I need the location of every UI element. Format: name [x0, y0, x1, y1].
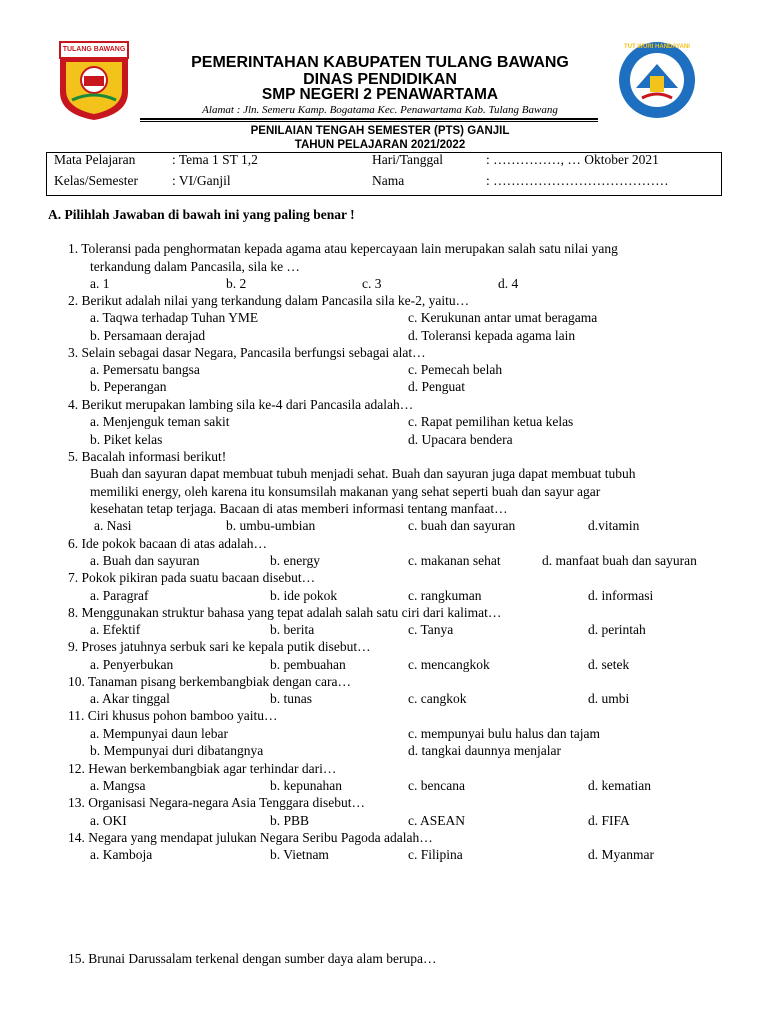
question-11: 11. Ciri khusus pohon bamboo yaitu…: [68, 708, 278, 723]
option: a. Taqwa terhadap Tuhan YME: [90, 310, 259, 325]
option: c. mempunyai bulu halus dan tajam: [408, 726, 600, 741]
class-value: : VI/Ganjil: [172, 173, 231, 188]
question-9: 9. Proses jatuhnya serbuk sari ke kepala putik disebut…: [68, 639, 371, 654]
option: d. FIFA: [588, 813, 630, 828]
question-1: 1. Toleransi pada penghormatan kepada agama atau kepercayaan lain merupakan salah satu nilai yang: [68, 241, 618, 256]
question-14: 14. Negara yang mendapat julukan Negara Seribu Pagoda adalah…: [68, 830, 433, 845]
logo-left-text: TULANG BAWANG: [62, 46, 126, 53]
option: d. informasi: [588, 588, 654, 603]
class-label: Kelas/Semester: [54, 173, 138, 188]
option: a. Efektif: [90, 622, 141, 637]
question-6: 6. Ide pokok bacaan di atas adalah…: [68, 536, 268, 551]
exam-title: PENILAIAN TENGAH SEMESTER (PTS) GANJIL: [250, 125, 510, 137]
option: b. PBB: [270, 813, 310, 828]
reading-passage-line: memiliki energy, oleh karena itu konsumsilah makanan yang sehat seperti buah dan sayur agar: [90, 484, 601, 499]
option: a. Mangsa: [90, 778, 146, 793]
school-address: Alamat : Jln. Semeru Kamp. Bogatama Kec. Penawartama Kab. Tulang Bawang: [202, 104, 558, 116]
option: b. umbu-umbian: [226, 518, 316, 533]
option: d. 4: [498, 276, 519, 291]
option: c. Pemecah belah: [408, 362, 503, 377]
option: c. 3: [362, 276, 382, 291]
reading-passage-line: kesehatan tetap terjaga. Bacaan di atas memberi informasi tentang manfaat…: [90, 501, 508, 516]
header-line-3: SMP NEGERI 2 PENAWARTAMA: [261, 86, 499, 103]
option: a. OKI: [90, 813, 127, 828]
option: a. Paragraf: [90, 588, 149, 603]
question-15: 15. Brunai Darussalam terkenal dengan sumber daya alam berupa…: [68, 951, 437, 966]
question-2: 2. Berikut adalah nilai yang terkandung dalam Pancasila sila ke-2, yaitu…: [68, 293, 470, 308]
option: a. Nasi: [94, 518, 132, 533]
option: d. umbi: [588, 691, 630, 706]
option: c. makanan sehat: [408, 553, 501, 568]
date-value: : ……………, … Oktober 2021: [486, 152, 659, 167]
option: b. pembuahan: [270, 657, 346, 672]
question-7: 7. Pokok pikiran pada suatu bacaan disebut…: [68, 570, 316, 585]
question-10: 10. Tanaman pisang berkembangbiak dengan cara…: [68, 674, 351, 689]
option: b. Persamaan derajad: [90, 328, 206, 343]
option: b. kepunahan: [270, 778, 342, 793]
name-label: Nama: [372, 173, 405, 188]
question-13: 13. Organisasi Negara-negara Asia Tenggara disebut…: [68, 795, 365, 810]
option: d. Upacara bendera: [408, 432, 513, 447]
option: a. Pemersatu bangsa: [90, 362, 200, 377]
tulang-bawang-logo: [58, 40, 130, 122]
option: d. Penguat: [408, 379, 465, 394]
option: d.vitamin: [588, 518, 640, 533]
option: d. Myanmar: [588, 847, 654, 862]
option: a. Buah dan sayuran: [90, 553, 200, 568]
question-5: 5. Bacalah informasi berikut!: [68, 449, 227, 464]
option: b. 2: [226, 276, 247, 291]
option: d. kematian: [588, 778, 651, 793]
option: a. Mempunyai daun lebar: [90, 726, 228, 741]
tut-wuri-handayani-logo: [614, 40, 700, 120]
option: c. buah dan sayuran: [408, 518, 516, 533]
option: d. perintah: [588, 622, 646, 637]
option: a. 1: [90, 276, 110, 291]
reading-passage-line: Buah dan sayuran dapat membuat tubuh menjadi sehat. Buah dan sayuran juga dapat membuat tubuh: [90, 466, 636, 481]
header-line-1: PEMERINTAHAN KABUPATEN TULANG BAWANG: [191, 54, 569, 71]
option: c. cangkok: [408, 691, 467, 706]
option: b. energy: [270, 553, 320, 568]
subject-value: : Tema 1 ST 1,2: [172, 152, 258, 167]
question-1-cont: terkandung dalam Pancasila, sila ke …: [90, 259, 300, 274]
header-line-2: DINAS PENDIDIKAN: [303, 71, 457, 88]
option: b. Piket kelas: [90, 432, 163, 447]
option: a. Menjenguk teman sakit: [90, 414, 230, 429]
option: a. Kamboja: [90, 847, 153, 862]
question-3: 3. Selain sebagai dasar Negara, Pancasila berfungsi sebagai alat…: [68, 345, 426, 360]
exam-year: TAHUN PELAJARAN 2021/2022: [294, 139, 466, 151]
option: a. Penyerbukan: [90, 657, 174, 672]
section-title: A. Pilihlah Jawaban di bawah ini yang paling benar !: [48, 207, 355, 222]
option: c. Tanya: [408, 622, 454, 637]
option: b. ide pokok: [270, 588, 338, 603]
option: d. manfaat buah dan sayuran: [542, 553, 697, 568]
option: a. Akar tinggal: [90, 691, 170, 706]
option: c. Kerukunan antar umat beragama: [408, 310, 598, 325]
option: b. Peperangan: [90, 379, 167, 394]
option: d. tangkai daunnya menjalar: [408, 743, 561, 758]
option: c. mencangkok: [408, 657, 490, 672]
option: c. ASEAN: [408, 813, 465, 828]
option: c. bencana: [408, 778, 465, 793]
date-label: Hari/Tanggal: [372, 152, 444, 167]
question-12: 12. Hewan berkembangbiak agar terhindar dari…: [68, 761, 337, 776]
option: b. tunas: [270, 691, 312, 706]
option: b. Mempunyai duri dibatangnya: [90, 743, 264, 758]
header-rule-thick: [140, 118, 598, 120]
question-4: 4. Berikut merupakan lambing sila ke-4 dari Pancasila adalah…: [68, 397, 414, 412]
option: d. Toleransi kepada agama lain: [408, 328, 576, 343]
logo-right-text: TUT WURI HANDAYANI: [624, 44, 690, 50]
name-value: : …………………………………: [486, 173, 669, 188]
option: b. Vietnam: [270, 847, 329, 862]
option: c. Rapat pemilihan ketua kelas: [408, 414, 574, 429]
option: b. berita: [270, 622, 315, 637]
header-rule-thin: [140, 121, 598, 122]
option: c. rangkuman: [408, 588, 482, 603]
question-8: 8. Menggunakan struktur bahasa yang tepat adalah salah satu ciri dari kalimat…: [68, 605, 502, 620]
subject-label: Mata Pelajaran: [54, 152, 136, 167]
option: d. setek: [588, 657, 630, 672]
option: c. Filipina: [408, 847, 463, 862]
